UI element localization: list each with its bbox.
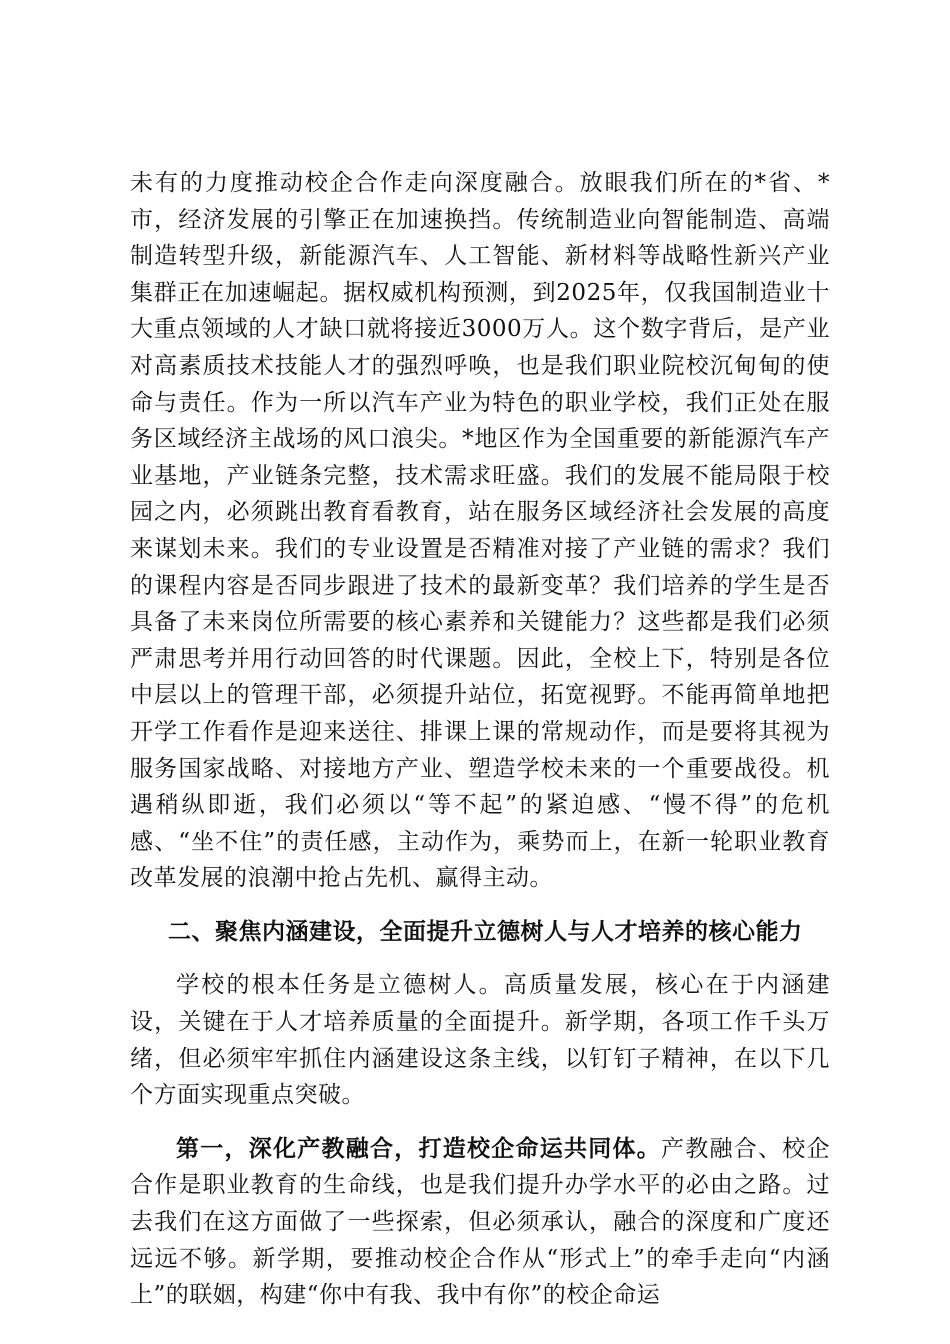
body-paragraph: 未有的力度推动校企合作走向深度融合。放眼我们所在的*省、*市，经济发展的引擎正在加速换挡。传统制造业向智能制造、高端制造转型升级，新能源汽车、人工智能、新材料等战略性新兴产业集群正在加速崛起。据权威机构预测，到2025年，仅我国制造业十大重点领域的人才缺口就将接近3000万人。这个数字背后，是产业对高素质技术技能人才的强烈呼唤，也是我们职业院校沉甸甸的使命与责任。作为一所以汽车产业为特色的职业学校，我们正处在服务区域经济主战场的风口浪尖。*地区作为全国重要的新能源汽车产业基地，产业链条完整，技术需求旺盛。我们的发展不能局限于校园之内，必须跳出教育看教育，站在服务区域经济社会发展的高度来谋划未来。我们的专业设置是否精准对接了产业链的需求？我们的课程内容是否同步跟进了技术的最新变革？我们培养的学生是否具备了未来岗位所需要的核心素养和关键能力？这些都是我们必须严肃思考并用行动回答的时代课题。因此，全校上下，特别是各位中层以上的管理干部，必须提升站位，拓宽视野。不能再简单地把开学工作看作是迎来送往、排课上课的常规动作，而是要将其视为服务国家战略、对接地方产业、塑造学校未来的一个重要战役。机遇稍纵即逝，我们必须以“等不起”的紧迫感、“慢不得”的危机感、“坐不住”的责任感，主动作为，乘势而上，在新一轮职业教育改革发展的浪潮中抢占先机、赢得主动。 — [130, 170, 830, 892]
section-heading: 二、聚焦内涵建设，全面提升立德树人与人才培养的核心能力 — [168, 917, 803, 945]
paragraph-lead-sentence: 第一，深化产教融合，打造校企命运共同体。 — [176, 1134, 661, 1162]
body-paragraph: 学校的根本任务是立德树人。高质量发展，核心在于内涵建设，关键在于人才培养质量的全面提升。新学期，各项工作千头万绪，但必须牢牢抓住内涵建设这条主线，以钉钉子精神，在以下几个方面实现重点突破。 — [130, 972, 830, 1109]
document-body — [130, 165, 830, 1314]
paragraph-body-text: 产教融合、校企合作是职业教育的生命线，也是我们提升办学水平的必由之路。过去我们在这方面做了一些探索，但必须承认，融合的深度和广度还远远不够。新学期，要推动校企合作从“形式上”的牵手走向“内涵上”的联姻，构建“你中有我、我中有你”的校企命运 — [130, 1135, 830, 1309]
body-paragraph — [130, 1131, 830, 1314]
